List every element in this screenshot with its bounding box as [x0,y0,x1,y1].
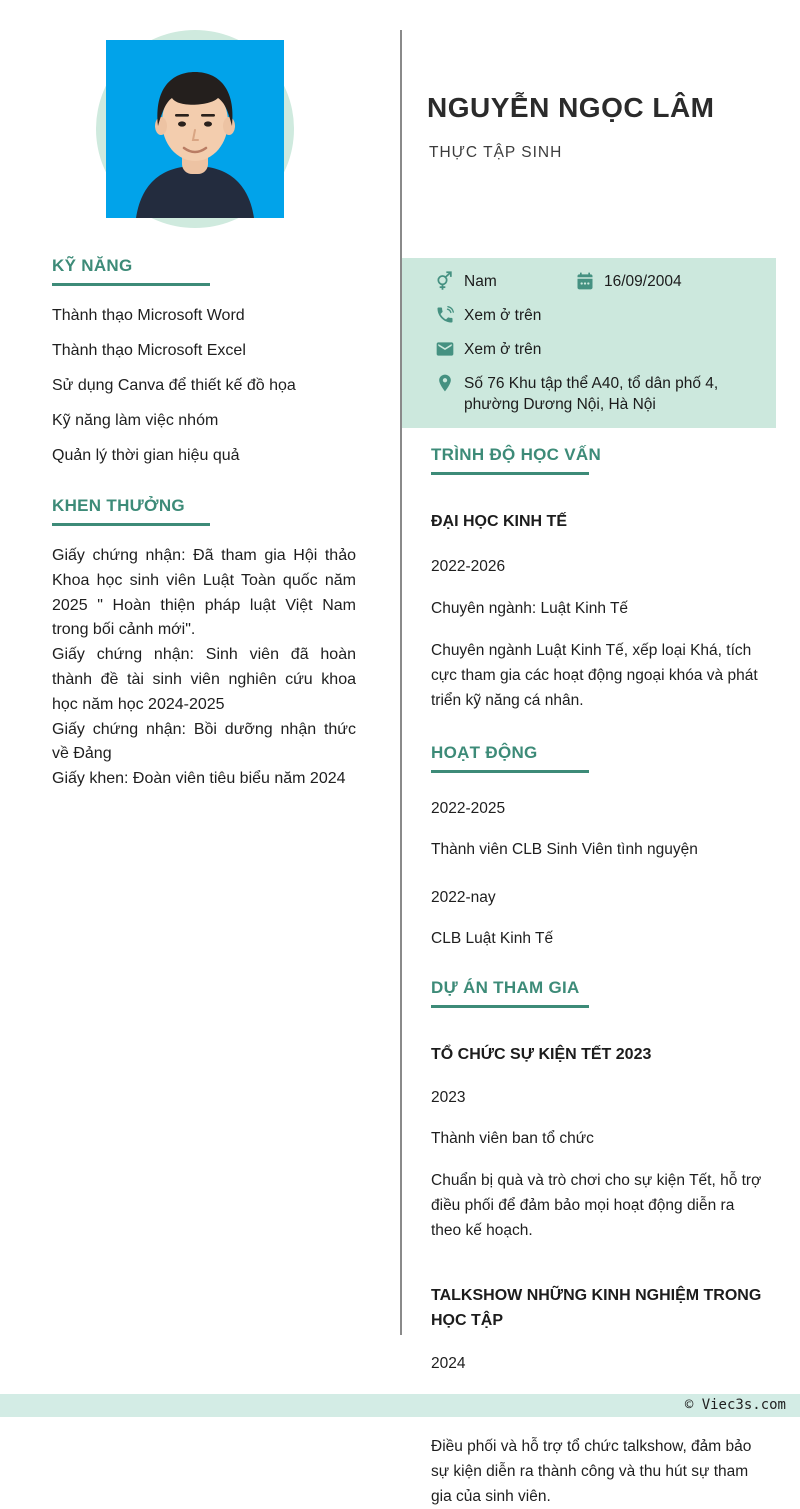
skill-item: Quản lý thời gian hiệu quả [52,447,240,464]
activities-underline [431,770,589,773]
location-icon [435,373,455,393]
project-title: TALKSHOW NHỮNG KINH NGHIỆM TRONG HỌC TẬP [431,1287,762,1329]
awards-heading: KHEN THƯỞNG [52,496,185,515]
project-title: TỔ CHỨC SỰ KIỆN TẾT 2023 [431,1046,652,1063]
awards-list [52,544,356,792]
activities-heading: HOẠT ĐỘNG [431,743,538,762]
skill-item: Thành thạo Microsoft Word [52,307,245,324]
education-school: ĐẠI HỌC KINH TẾ [431,513,567,530]
projects-heading: DỰ ÁN THAM GIA [431,978,580,997]
section-projects [431,978,764,1509]
projects-underline [431,1005,589,1008]
skills-heading: KỸ NĂNG [52,256,133,275]
job-title: THỰC TẬP SINH [429,144,563,161]
left-column [52,256,356,792]
project-role: Thành viên ban tổ chức [431,1130,594,1147]
award-item: Giấy chứng nhận: Đã tham gia Hội thảo Khoa học sinh viên Luật Toàn quốc năm 2025 " Hoàn thiện pháp luật Việt Nam trong bối cảnh mới". [52,547,356,639]
award-item: Giấy chứng nhận: Sinh viên đã hoàn thành đề tài sinh viên nghiên cứu khoa học năm học 2024-2025 [52,646,356,713]
education-major: Chuyên ngành: Luật Kinh Tế [431,600,629,617]
section-skills [52,256,356,466]
activity-years: 2022-2025 [431,800,506,817]
contact-dob: 16/09/2004 [604,273,682,290]
contact-email: Xem ở trên [464,341,542,358]
contact-box [402,258,776,428]
contact-phone: Xem ở trên [464,307,542,324]
gender-icon [435,271,455,291]
awards-underline [52,523,210,526]
education-heading: TRÌNH ĐỘ HỌC VẤN [431,445,602,464]
project-item [431,1042,764,1243]
contact-gender: Nam [464,273,497,290]
contact-address: Số 76 Khu tập thể A40, tổ dân phố 4, phường Dương Nội, Hà Nội [464,375,719,413]
project-description: Chuẩn bị quà và trò chơi cho sự kiện Tết, hỗ trợ điều phối để đảm bảo mọi hoạt động diễn ra theo kế hoạch. [431,1172,762,1239]
project-year: 2024 [431,1355,466,1372]
skill-item: Sử dụng Canva để thiết kế đồ họa [52,377,296,394]
portrait-illustration [106,40,284,218]
column-divider [400,30,402,1335]
footer-bar [0,1394,800,1417]
award-item: Giấy khen: Đoàn viên tiêu biểu năm 2024 [52,770,346,788]
calendar-icon [575,271,595,291]
education-underline [431,472,589,475]
activity-years: 2022-nay [431,889,496,906]
section-awards [52,496,356,792]
profile-photo-ring [96,30,294,228]
right-column [431,445,764,1509]
education-years: 2022-2026 [431,558,506,575]
skills-list [52,306,356,466]
project-year: 2023 [431,1089,466,1106]
section-education [431,445,764,713]
skills-underline [52,283,210,286]
skill-item: Thành thạo Microsoft Excel [52,342,246,359]
project-description: Điều phối và hỗ trợ tổ chức talkshow, đảm bảo sự kiện diễn ra thành công và thu hút sự tham gia của sinh viên. [431,1438,752,1505]
page-title: NGUYỄN NGỌC LÂM [427,92,715,123]
activity-name: CLB Luật Kinh Tế [431,930,554,947]
award-item: Giấy chứng nhận: Bồi dưỡng nhận thức về Đảng [52,720,356,763]
skill-item: Kỹ năng làm việc nhóm [52,412,219,429]
education-description: Chuyên ngành Luật Kinh Tế, xếp loại Khá, tích cực tham gia các hoạt động ngoại khóa và phát triển kỹ năng cá nhân. [431,642,758,709]
footer-copyright: © Viec3s.com [684,1397,786,1413]
activity-name: Thành viên CLB Sinh Viên tình nguyện [431,841,698,858]
phone-icon [435,305,455,325]
profile-photo [106,40,284,218]
email-icon [435,339,455,359]
section-activities [431,743,764,950]
